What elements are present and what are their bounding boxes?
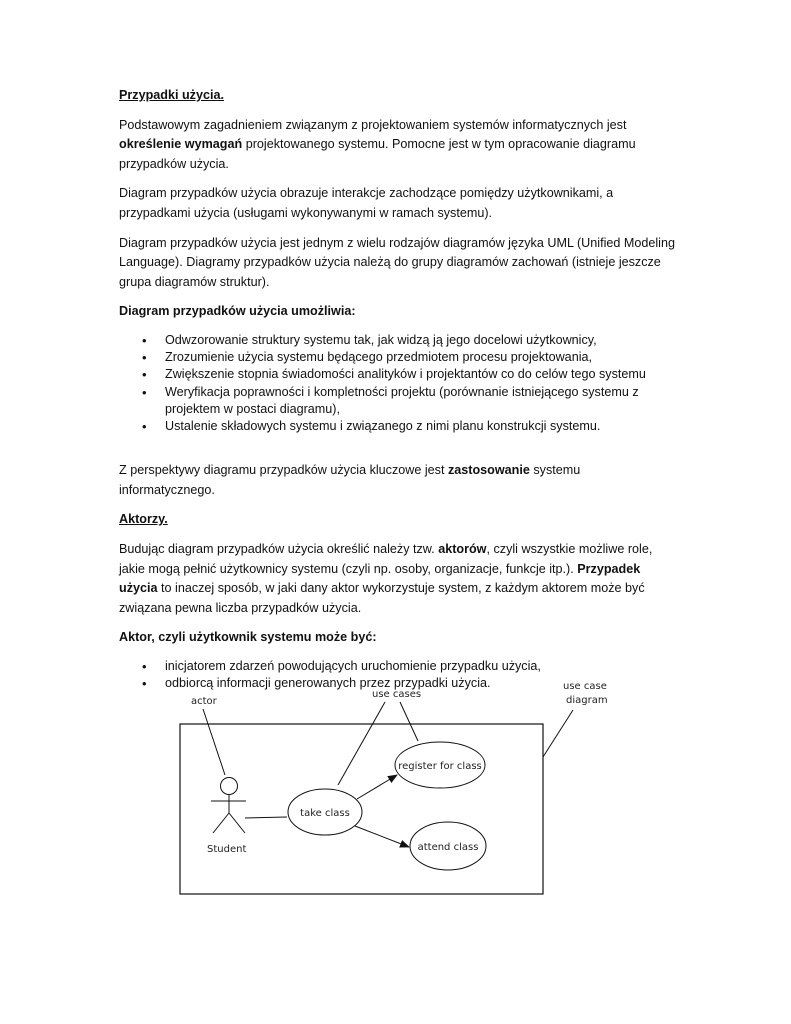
- list-item: • Odwzorowanie struktury systemu tak, jak widzą ją jego docelowi użytkownicy,: [142, 332, 679, 349]
- list-enables: [119, 332, 679, 435]
- association-actor-take-class: [245, 817, 287, 818]
- paragraph-intro-bold: określenie wymagań: [119, 137, 243, 152]
- use-case-attend-class-label: attend class: [417, 842, 479, 853]
- list-item: • inicjatorem zdarzeń powodujących uruchomienie przypadku użycia,: [142, 658, 679, 675]
- paragraph-actors-text-a: Budując diagram przypadków użycia określić należy tzw.: [119, 541, 439, 556]
- paragraph-actors-text-e: to inaczej sposób, w jaki dany aktor wykorzystuje system, z każdym aktorem może być związana pewna liczba przypadków użycia.: [119, 581, 645, 615]
- callout-line-diagram: [543, 710, 573, 757]
- arrow-take-to-attend: [355, 826, 409, 847]
- label-use-case-diagram-line2: diagram: [566, 695, 608, 706]
- actor-name-student: Student: [207, 844, 247, 855]
- use-case-take-class-label: take class: [300, 808, 350, 819]
- paragraph-interactions: Diagram przypadków użycia obrazuje interakcje zachodzące pomiędzy użytkownikami, a przypadkami użycia (usługami wykonywanymi w ramach systemu).: [119, 186, 614, 220]
- document-page: [119, 86, 679, 692]
- paragraph-intro-text-a: Podstawowym zagadnieniem związanym z projektowaniem systemów informatycznych jest: [119, 117, 627, 132]
- label-actor: actor: [191, 696, 217, 707]
- section-title-actors: Aktorzy.: [119, 512, 168, 527]
- label-use-cases: use cases: [372, 689, 422, 700]
- list-item: • Weryfikacja poprawności i kompletności projektu (porównanie istniejącego systemu z projektem w postaci diagramu),: [142, 384, 679, 418]
- paragraph-actors-bold-use-case: Przypadek użycia: [119, 561, 641, 596]
- section-title-use-cases: Przypadki użycia.: [119, 88, 224, 102]
- callout-line-use-cases-a: [338, 702, 385, 785]
- callout-line-use-cases-b: [400, 702, 418, 741]
- list-item: • Ustalenie składowych systemu i związanego z nimi planu konstrukcji systemu.: [142, 418, 679, 435]
- paragraph-uml: Diagram przypadków użycia jest jednym z wielu rodzajów diagramów języka UML (Unified Modeling Language). Diagramy przypadków użycia należą do grupy diagramów zachowań (istnieje jeszcze grupa diagramów struktur).: [119, 235, 675, 289]
- paragraph-perspective-bold: zastosowanie: [447, 463, 530, 478]
- paragraph-intro: [119, 116, 679, 175]
- list-item: • Zrozumienie użycia systemu będącego przedmiotem procesu projektowania,: [142, 349, 679, 366]
- paragraph-perspective-text-a: Z perspektywy diagramu przypadków użycia kluczowe jest: [119, 463, 448, 478]
- paragraph-actors-bold-actors: aktorów: [438, 541, 487, 556]
- subhead-actor-can-be: Aktor, czyli użytkownik systemu może być:: [119, 630, 377, 645]
- student-actor-figure: [211, 778, 246, 834]
- paragraph-actors-text-c: , czyli wszystkie możliwe role, jakie mogą pełnić użytkownicy systemu (czyli np. osoby, organizacje, funkcje itp.).: [119, 541, 653, 576]
- label-use-case-diagram-line1: use case: [563, 681, 607, 692]
- list-item: • odbiorcą informacji generowanych przez przypadki użycia.: [142, 675, 679, 692]
- subhead-enables: Diagram przypadków użycia umożliwia:: [119, 304, 356, 319]
- callout-line-actor: [203, 709, 225, 775]
- arrow-take-to-register: [357, 775, 397, 799]
- list-item: • Zwiększenie stopnia świadomości analityków i projektantów co do celów tego systemu: [142, 366, 679, 383]
- use-case-register-for-class-label: register for class: [398, 761, 482, 772]
- paragraph-actors: [119, 540, 679, 618]
- paragraph-intro-text-c: projektowanego systemu. Pomocne jest w tym opracowanie diagramu przypadków użycia.: [119, 137, 636, 171]
- paragraph-perspective-text-c: systemu informatycznego.: [119, 463, 581, 497]
- paragraph-perspective: [119, 461, 679, 500]
